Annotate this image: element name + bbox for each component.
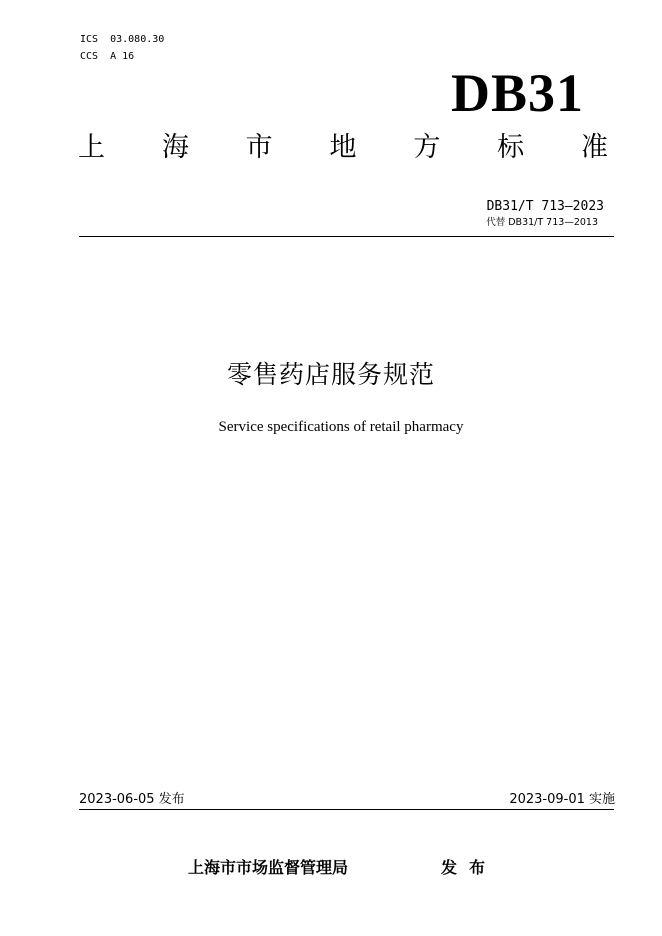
- ics-code: ICS 03.080.30: [80, 34, 165, 45]
- publish-label: 发布: [441, 858, 498, 877]
- implementation-date: 2023-09-01 实施: [509, 792, 615, 807]
- footer-divider: [79, 809, 614, 810]
- standard-type-char: 海: [161, 132, 189, 163]
- publisher-name: 上海市市场监督管理局: [188, 858, 349, 877]
- standard-type-char: 准: [580, 132, 608, 163]
- standard-type-heading: [78, 131, 608, 165]
- standard-type-char: 地: [329, 132, 357, 163]
- issue-date: 2023-06-05 发布: [79, 792, 185, 807]
- replaces-standard: 代替 DB31/T 713—2013: [486, 217, 598, 228]
- header-divider: [79, 236, 614, 237]
- standard-type-char: 标: [497, 132, 525, 163]
- standard-type-char: 方: [413, 132, 441, 163]
- standard-type-char: 上: [78, 132, 105, 163]
- db31-logo: DB31: [450, 63, 584, 123]
- document-title-english: Service specifications of retail pharmacy: [218, 419, 464, 435]
- standard-type-char: 市: [245, 132, 273, 163]
- ccs-code: CCS A 16: [80, 51, 135, 62]
- document-title-chinese: 零售药店服务规范: [226, 360, 435, 389]
- standard-number: DB31/T 713—2023: [486, 199, 604, 214]
